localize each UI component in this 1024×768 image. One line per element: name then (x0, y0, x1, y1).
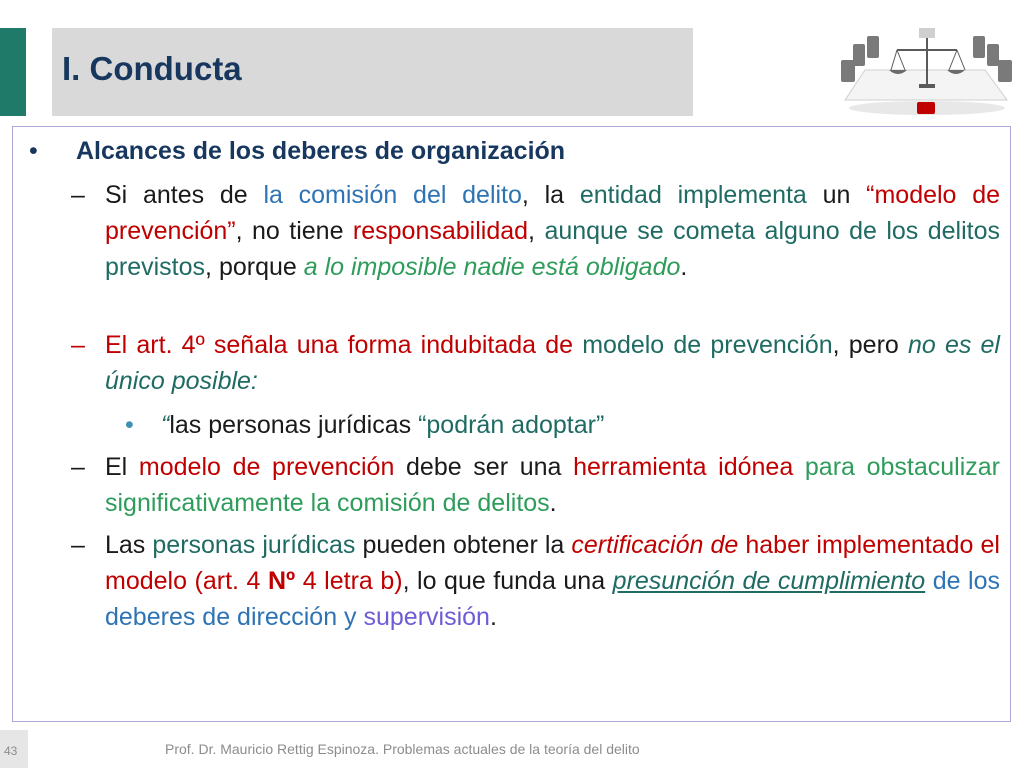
list-item (71, 449, 1000, 521)
justice-table-logo (835, 20, 1018, 118)
list-item (71, 177, 1000, 285)
page-number: 43 (4, 744, 18, 758)
dash-icon: – (71, 181, 85, 209)
list-item-text: El modelo de prevención debe ser una herramienta idónea para obstaculizar significativamente la comisión de delitos. (105, 453, 1001, 517)
footer-text: Prof. Dr. Mauricio Rettig Espinoza. Problemas actuales de la teoría del delito (165, 741, 640, 757)
accent-bar (0, 28, 26, 116)
bullet-heading: Alcances de los deberes de organización (76, 137, 566, 165)
list-item-text: Si antes de la comisión del delito, la entidad implementa un “modelo de prevención”, no tiene responsabilidad, aunque se cometa alguno de los delitos previstos, porque a lo imposible nadie está obligado. (105, 181, 1001, 281)
content-frame (12, 126, 1011, 722)
list-item-text: Las personas jurídicas pueden obtener la certificación de haber implementado el modelo (art. 4 Nº 4 letra b), lo que funda una presunción de cumplimiento de los deberes de dirección y supervisión. (105, 531, 1001, 631)
slide-title: I. Conducta (62, 50, 242, 87)
bullet-heading-row (29, 133, 1000, 169)
dash-icon: – (71, 453, 85, 481)
list-item-text: El art. 4º señala una forma indubitada de modelo de prevención, pero no es el único posible: (105, 331, 1000, 395)
list-item-nested (125, 407, 1000, 443)
bullet-icon: • (125, 411, 134, 439)
dash-icon: – (71, 531, 85, 559)
list-item-text: “las personas jurídicas “podrán adoptar” (161, 411, 605, 439)
bullet-icon: • (29, 137, 38, 165)
dash-icon: – (71, 331, 85, 359)
list-item (71, 527, 1000, 635)
list-item (71, 327, 1000, 399)
